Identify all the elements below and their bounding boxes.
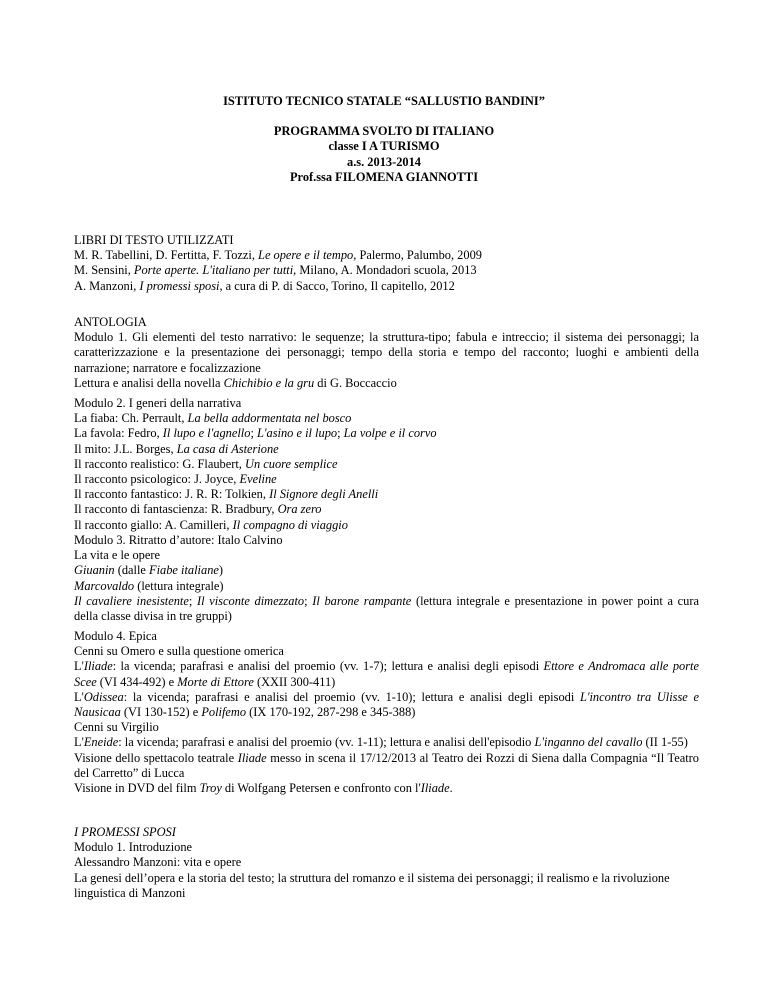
genre-fantastico: Il racconto fantastico: J. R. R: Tolkien, Il Signore degli Anelli — [74, 487, 379, 502]
promessi-manzoni-life: Alessandro Manzoni: vita e opere — [74, 855, 242, 870]
promessi-sposi-section — [74, 825, 699, 901]
textbook-item: A. Manzoni, I promessi sposi, a cura di P. di Sacco, Torino, Il capitello, 2012 — [74, 278, 455, 293]
epica-iliade: L'Iliade: la vicenda; parafrasi e analisi del proemio (vv. 1-7); lettura e analisi degli episodi Ettore e Andromaca alle porte Scee (VI 434-492) e Morte di Ettore (XXII 300-411) — [74, 659, 699, 689]
document-header — [0, 94, 768, 185]
genre-mito: Il mito: J.L. Borges, La casa di Asterione — [74, 441, 279, 456]
genre-psicologico: Il racconto psicologico: J. Joyce, Eveline — [74, 472, 277, 487]
school-year: a.s. 2013-2014 — [347, 154, 421, 169]
program-title: PROGRAMMA SVOLTO DI ITALIANO — [273, 124, 495, 139]
epica-virgilio: Cenni su Virgilio — [74, 720, 159, 735]
epica-eneide: L'Eneide: la vicenda; parafrasi e analisi del proemio (vv. 1-11); lettura e analisi dell'episodio L'inganno del cavallo (II 1-55) — [74, 735, 688, 750]
genre-fiaba: La fiaba: Ch. Perrault, La bella addormentata nel bosco — [74, 411, 352, 426]
calvino-life: La vita e le opere — [74, 548, 160, 563]
textbook-item: M. R. Tabellini, D. Fertitta, F. Tozzi, Le opere e il tempo, Palermo, Palumbo, 2009 — [74, 248, 482, 263]
anthology-heading: ANTOLOGIA — [74, 315, 147, 329]
textbooks-heading: LIBRI DI TESTO UTILIZZATI — [74, 233, 234, 247]
epica-theatre-visit: Visione dello spettacolo teatrale Iliade messo in scena il 17/12/2013 al Teatro dei Rozzi di Siena dalla Compagnia “Il Teatro del Carretto” di Lucca — [74, 750, 699, 780]
genre-realistico: Il racconto realistico: G. Flaubert, Un cuore semplice — [74, 456, 338, 471]
module-2-heading: Modulo 2. I generi della narrativa — [74, 396, 242, 410]
module-4-heading: Modulo 4. Epica — [74, 629, 157, 643]
promessi-genesis: La genesi dell’opera e la storia del testo; la struttura del romanzo e il sistema dei personaggi; il realismo e la rivoluzione linguistica di Manzoni — [74, 870, 670, 900]
school-name: ISTITUTO TECNICO STATALE “SALLUSTIO BANDINI” — [223, 94, 545, 108]
calvino-marcovaldo: Marcovaldo (lettura integrale) — [74, 578, 224, 593]
module-3-heading: Modulo 3. Ritratto d’autore: Italo Calvino — [74, 533, 283, 547]
module-1-text: Modulo 1. Gli elementi del testo narrativo: le sequenze; la struttura-tipo; fabula e intreccio; il sistema dei personaggi; la caratterizzazione e la presentazione dei personaggi; tempo della storia e tempo del racconto; luoghi e ambienti della narrazione; narratore e focalizzazione — [74, 330, 699, 375]
promessi-module-1-heading: Modulo 1. Introduzione — [74, 840, 193, 855]
class-name: classe I A TURISMO — [328, 139, 440, 154]
module-4 — [74, 629, 699, 796]
calvino-giuanin: Giuanin (dalle Fiabe italiane) — [74, 563, 224, 578]
epica-odissea: L'Odissea: la vicenda; parafrasi e analisi del proemio (vv. 1-10); lettura e analisi degli episodi L'incontro tra Ulisse e Nausicaa (VI 130-152) e Polifemo (IX 170-192, 287-298 e 345-388) — [74, 689, 699, 720]
genre-favola: La favola: Fedro, Il lupo e l'agnello; L'asino e il lupo; La volpe e il corvo — [74, 426, 437, 441]
genre-fantascienza: Il racconto di fantascienza: R. Bradbury, Ora zero — [74, 502, 322, 517]
teacher-name: Prof.ssa FILOMENA GIANNOTTI — [289, 169, 479, 184]
module-2 — [74, 396, 699, 533]
module-1-reading: Lettura e analisi della novella Chichibio e la gru di G. Boccaccio — [74, 375, 397, 390]
genre-giallo: Il racconto giallo: A. Camilleri, Il compagno di viaggio — [74, 517, 348, 532]
promessi-heading: I PROMESSI SPOSI — [74, 825, 176, 839]
anthology-section — [74, 315, 699, 391]
epica-omero: Cenni su Omero e sulla questione omerica — [74, 644, 284, 659]
textbook-item: M. Sensini, Porte aperte. L'italiano per tutti, Milano, A. Mondadori scuola, 2013 — [74, 263, 477, 278]
calvino-trilogy: Il cavaliere inesistente; Il visconte dimezzato; Il barone rampante (lettura integrale e presentazione in power point a cura della classe divisa in tre gruppi) — [74, 593, 699, 624]
header-spacer — [0, 109, 768, 124]
module-3 — [74, 533, 699, 624]
epica-dvd: Visione in DVD del film Troy di Wolfgang Petersen e confronto con l'Iliade. — [74, 781, 453, 796]
textbooks-section — [74, 233, 699, 294]
